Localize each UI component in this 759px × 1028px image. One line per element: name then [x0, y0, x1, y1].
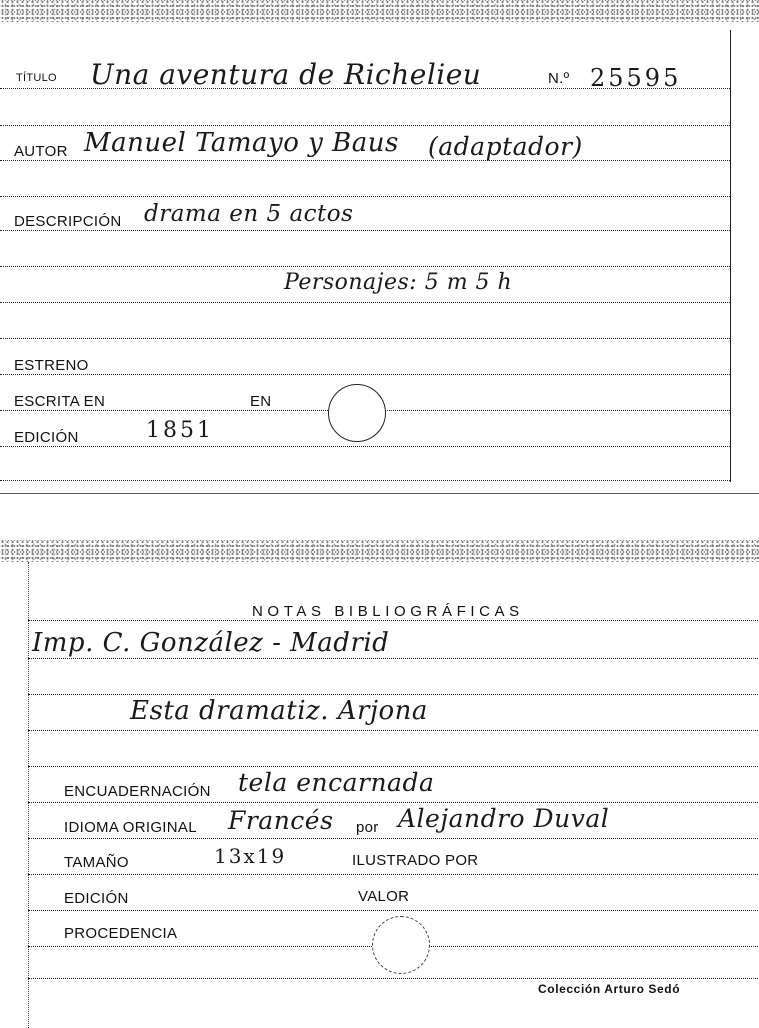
- rule: [0, 160, 730, 161]
- rule: [0, 230, 730, 231]
- descripcion-label: DESCRIPCIÓN: [14, 213, 122, 230]
- note-line-1: Imp. C. González - Madrid: [32, 628, 390, 658]
- rule: [28, 766, 758, 767]
- card-divider: [0, 493, 759, 494]
- numero-label: N.º: [548, 70, 570, 87]
- rule: [28, 802, 758, 803]
- card-top-edge-texture: [0, 540, 759, 562]
- tamano-label: TAMAÑO: [64, 854, 129, 871]
- rule: [28, 910, 758, 911]
- edicion-label: EDICIÓN: [14, 429, 79, 446]
- edicion-label: EDICIÓN: [64, 890, 129, 907]
- encuadernacion-value: tela encarnada: [238, 768, 435, 797]
- rule: [28, 658, 758, 659]
- rule: [28, 694, 758, 695]
- punch-hole: [372, 916, 430, 974]
- punch-hole: [328, 384, 386, 442]
- notas-heading: NOTAS BIBLIOGRÁFICAS: [252, 603, 524, 620]
- rule: [28, 978, 758, 979]
- rule: [28, 874, 758, 875]
- descripcion-value: drama en 5 actos: [144, 201, 354, 227]
- en-label: EN: [250, 393, 272, 410]
- idioma-value: Francés: [228, 806, 334, 835]
- rule: [28, 730, 758, 731]
- rule: [0, 196, 730, 197]
- rule: [0, 374, 730, 375]
- tamano-value: 13x19: [214, 844, 287, 868]
- rule: [0, 125, 730, 126]
- procedencia-label: PROCEDENCIA: [64, 925, 178, 942]
- card-top-edge-texture: [0, 0, 759, 22]
- autor-label: AUTOR: [14, 143, 68, 160]
- autor-original-value: Alejandro Duval: [398, 804, 610, 833]
- card-left-margin: [28, 562, 29, 1028]
- catalog-card-bottom: [0, 536, 759, 1028]
- coleccion-credit: Colección Arturo Sedó: [538, 982, 681, 996]
- estreno-label: ESTRENO: [14, 357, 89, 374]
- rule: [0, 338, 730, 339]
- autor-note: (adaptador): [428, 132, 583, 161]
- escrita-en-label: ESCRITA EN: [14, 393, 106, 410]
- rule: [0, 266, 730, 267]
- rule: [28, 620, 758, 621]
- autor-value: Manuel Tamayo y Baus: [84, 128, 399, 158]
- titulo-value: Una aventura de Richelieu: [90, 58, 482, 91]
- rule: [0, 302, 730, 303]
- note-line-2: Esta dramatiz. Arjona: [130, 696, 428, 726]
- rule: [0, 480, 730, 481]
- encuadernacion-label: ENCUADERNACIÓN: [64, 783, 211, 800]
- numero-value: 25595: [590, 64, 682, 92]
- ilustrado-label: ILUSTRADO POR: [352, 852, 479, 869]
- card-right-border: [730, 30, 731, 482]
- valor-label: VALOR: [358, 888, 410, 905]
- rule: [0, 446, 730, 447]
- idioma-label: IDIOMA ORIGINAL: [64, 819, 197, 836]
- personajes-value: Personajes: 5 m 5 h: [284, 270, 513, 295]
- titulo-label: TÍTULO: [16, 72, 57, 84]
- catalog-card-top: [0, 0, 759, 492]
- edicion-value: 1851: [146, 418, 214, 443]
- por-label: por: [356, 819, 379, 836]
- rule: [28, 838, 758, 839]
